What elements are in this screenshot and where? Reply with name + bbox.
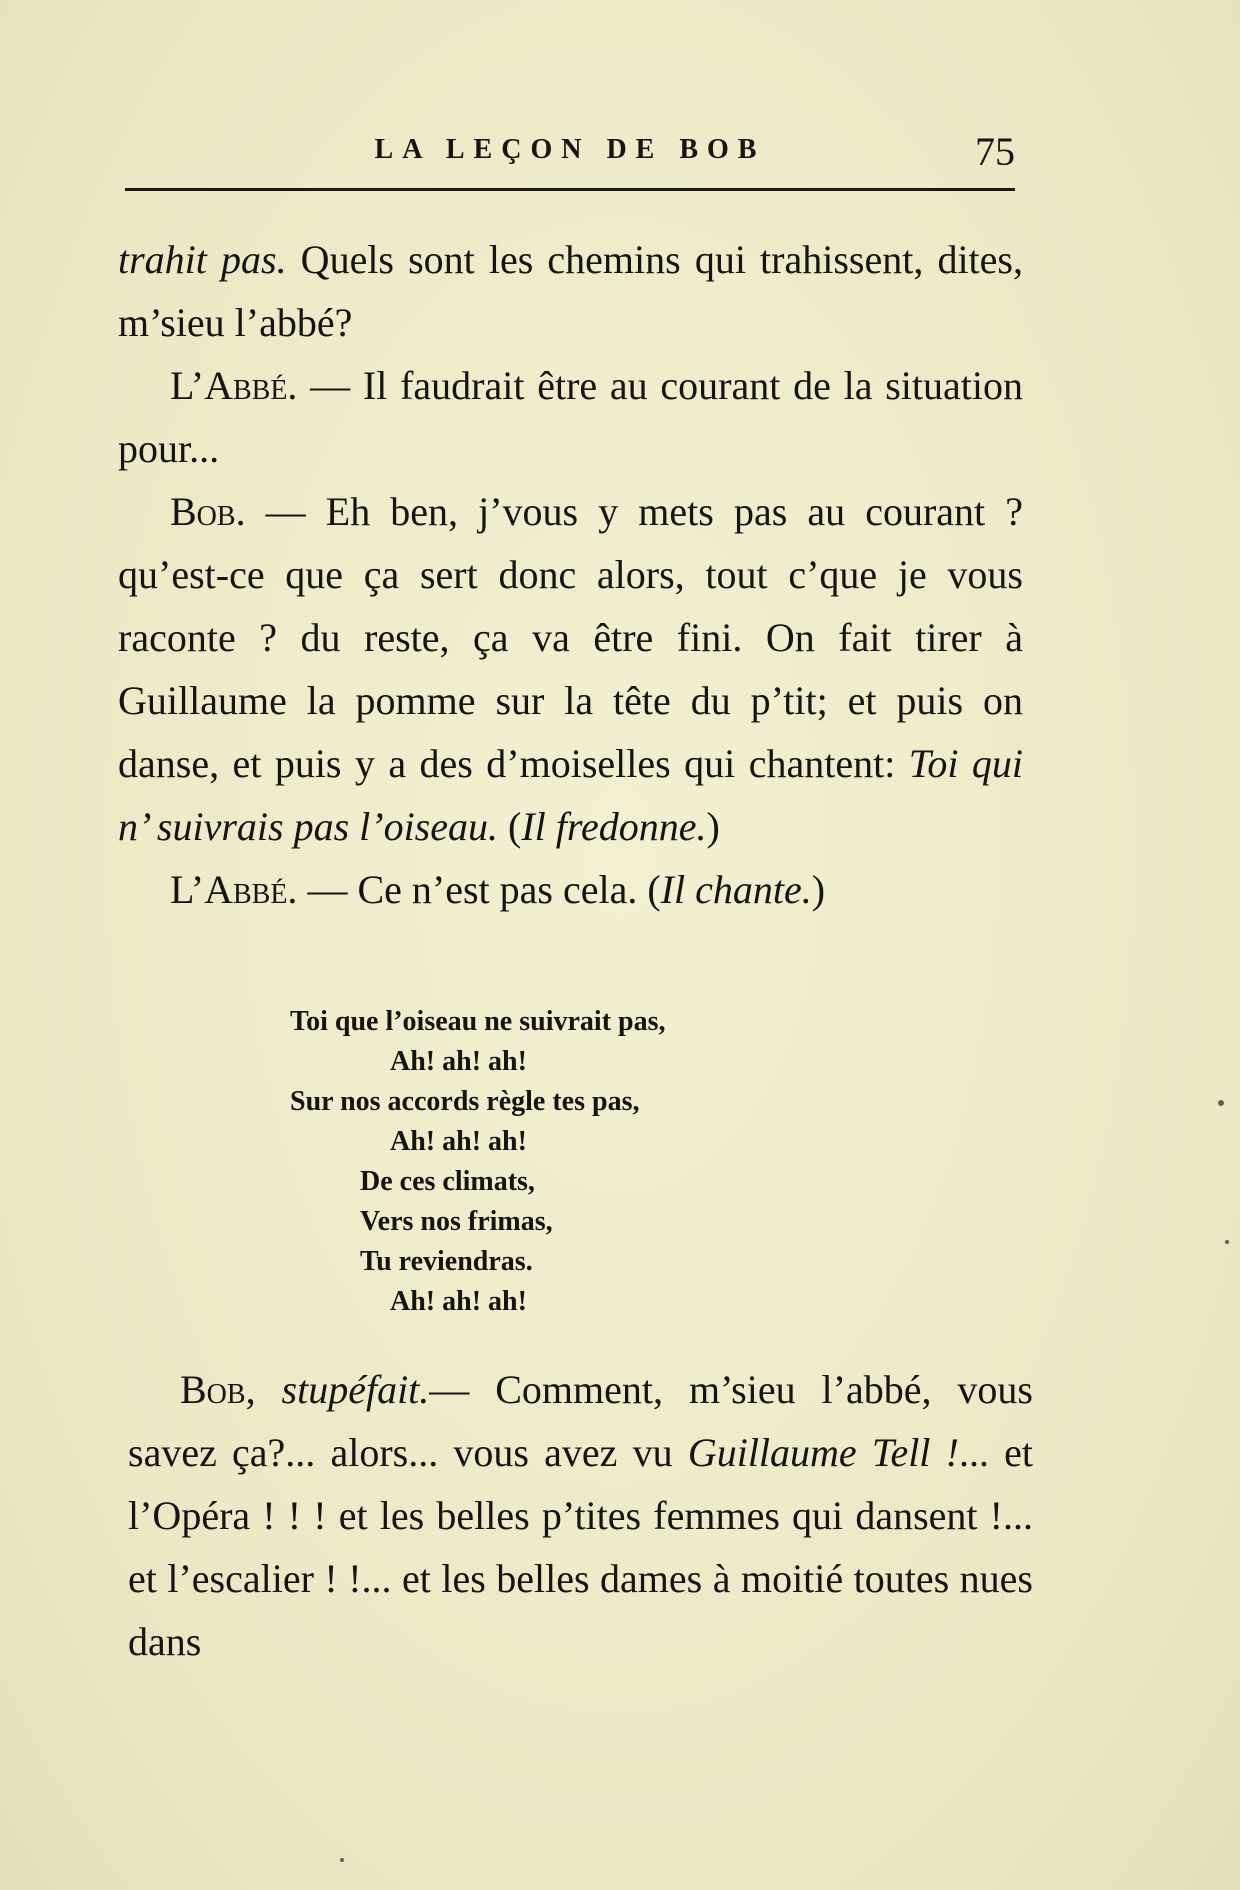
page-number: 75 (975, 129, 1015, 174)
paper-speck (1225, 1240, 1229, 1244)
italic-phrase: Toi qui n’ suivrais pas l’oiseau. (118, 741, 1023, 849)
paragraph-text: — Eh ben, j’vous y mets pas au courant ? qu’est-ce que ça sert donc alors, tout c’que je vous raconte ? du reste, ça va être fini. On fait tirer à Guillaume la pomme sur la tête du p’tit; et puis on danse, et puis y a des d’moiselles qui chantent: (118, 489, 1023, 786)
paragraph-text: — Ce n’est pas cela. ( (297, 867, 661, 912)
song-verse (290, 1002, 665, 1322)
paragraph-2 (118, 354, 1023, 480)
verse-line: Sur nos accords règle tes pas, (290, 1086, 640, 1117)
paragraph-4 (118, 858, 1023, 921)
paren-close: ) (706, 804, 720, 849)
speaker-label: L’Abbé. (170, 363, 298, 408)
paper-speck (340, 1858, 344, 1862)
stage-direction: Il fredonne. (521, 804, 707, 849)
prose-block (118, 228, 1023, 921)
paren-close: ) (811, 867, 826, 912)
verse-line: Vers nos frimas, (360, 1206, 553, 1237)
verse-line: Ah! ah! ah! (390, 1126, 527, 1157)
paper-speck (1218, 1100, 1224, 1106)
stage-direction: Il chante. (660, 867, 812, 912)
running-head (125, 128, 1015, 191)
italic-phrase: trahit pas. (118, 237, 287, 282)
paragraph-text: — Il faudrait être au courant de la situation pour... (118, 363, 1023, 471)
verse-line: Ah! ah! ah! (390, 1286, 527, 1317)
paragraph-text: ... et l’Opéra ! ! ! et les belles p’tites femmes qui dansent !... et l’escalier ! !... et les belles dames à moitié toutes nues dans (128, 1430, 1033, 1664)
speaker-label: Bob. (170, 489, 246, 534)
speaker-label: L’Abbé. (170, 867, 298, 912)
paragraph-1 (118, 228, 1023, 354)
italic-phrase: Guillaume Tell ! (687, 1430, 959, 1475)
paragraph-3 (118, 480, 1023, 858)
paren-open: ( (498, 804, 522, 849)
verse-line: Toi que l’oiseau ne suivrait pas, (290, 1006, 666, 1037)
paragraph-text: — Comment, m’sieu l’abbé, vous savez ça?... alors... vous avez vu (128, 1367, 1033, 1475)
speaker-label: Bob, (180, 1367, 256, 1412)
paragraph-text: Quels sont les chemins qui trahissent, dites, m’sieu l’abbé? (118, 237, 1023, 345)
stage-direction: stupéfait. (255, 1367, 430, 1412)
prose-block-continued (128, 1358, 1033, 1673)
verse-line: Ah! ah! ah! (390, 1046, 527, 1077)
paragraph-5 (128, 1358, 1033, 1673)
verse-line: De ces climats, (360, 1166, 535, 1197)
verse-line: Tu reviendras. (360, 1246, 533, 1277)
running-title: LA LEÇON DE BOB (374, 134, 766, 165)
